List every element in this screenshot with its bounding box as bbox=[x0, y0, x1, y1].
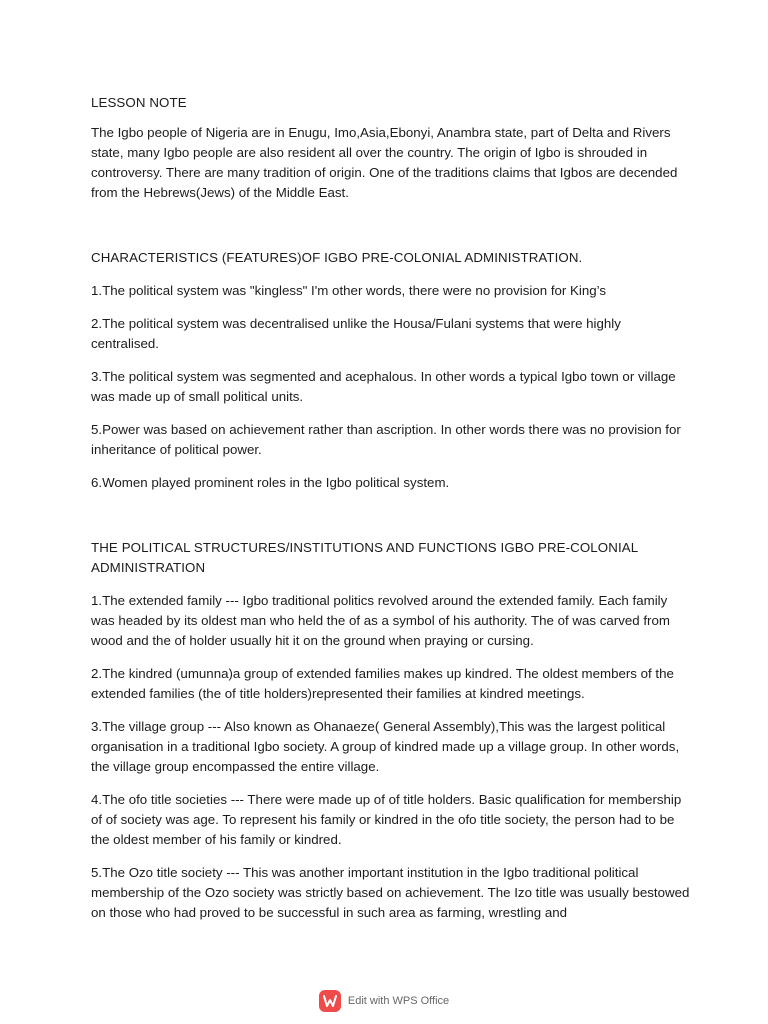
section2-item: 5.The Ozo title society --- This was another important institution in the Igbo traditional political membership of the Ozo society was strictly based on achievement. The Izo title was usually bestowed on those who had proved to be successful in such area as farming, wrestling and bbox=[91, 865, 690, 920]
document-title: LESSON NOTE bbox=[91, 95, 187, 110]
section1-item: 1.The political system was "kingless" I'm other words, there were no provision for King’s bbox=[91, 283, 607, 298]
section1-item: 5.Power was based on achievement rather than ascription. In other words there was no provision for inheritance of political power. bbox=[91, 422, 681, 457]
section2-item: 3.The village group --- Also known as Ohanaeze( General Assembly),This was the largest political organisation in a traditional Igbo society. A group of kindred made up a village group. In other words, the village group encompassed the entire village. bbox=[91, 719, 680, 774]
intro-paragraph: The Igbo people of Nigeria are in Enugu, Imo,Asia,Ebonyi, Anambra state, part of Delta and Rivers state, many Igbo people are also resident all over the country. The origin of Igbo is shrouded in controversy. There are many tradition of origin. One of the traditions claims that Igbos are decended from the Hebrews(Jews) of the Middle East. bbox=[91, 125, 678, 200]
section2-heading: THE POLITICAL STRUCTURES/INSTITUTIONS AND FUNCTIONS IGBO PRE-COLONIAL ADMINISTRATION bbox=[91, 540, 638, 575]
document-page bbox=[91, 93, 691, 923]
wps-footer-label[interactable]: Edit with WPS Office bbox=[347, 995, 450, 1007]
section1-item: 6.Women played prominent roles in the Igbo political system. bbox=[91, 475, 450, 490]
section2-item: 4.The ofo title societies --- There were made up of of title holders. Basic qualification for membership of of society was age. To represent his family or kindred in the ofo title society, the person had to be the oldest member of his family or kindred. bbox=[91, 792, 682, 847]
section1-item: 3.The political system was segmented and acephalous. In other words a typical Igbo town or village was made up of small political units. bbox=[91, 369, 676, 404]
section1-heading: CHARACTERISTICS (FEATURES)OF IGBO PRE-COLONIAL ADMINISTRATION. bbox=[91, 250, 583, 265]
section2-item: 2.The kindred (umunna)a group of extended families makes up kindred. The oldest members of the extended families (the of title holders)represented their families at kindred meetings. bbox=[91, 666, 674, 701]
section2-item: 1.The extended family --- Igbo traditional politics revolved around the extended family. Each family was headed by its oldest man who held the of as a symbol of his authority. The of was carved from wood and the of holder usually hit it on the ground when praying or cursing. bbox=[91, 593, 670, 648]
wps-footer[interactable] bbox=[0, 990, 768, 1012]
section1-item: 2.The political system was decentralised unlike the Housa/Fulani systems that were highly centralised. bbox=[91, 316, 621, 351]
wps-office-icon[interactable] bbox=[319, 990, 341, 1012]
